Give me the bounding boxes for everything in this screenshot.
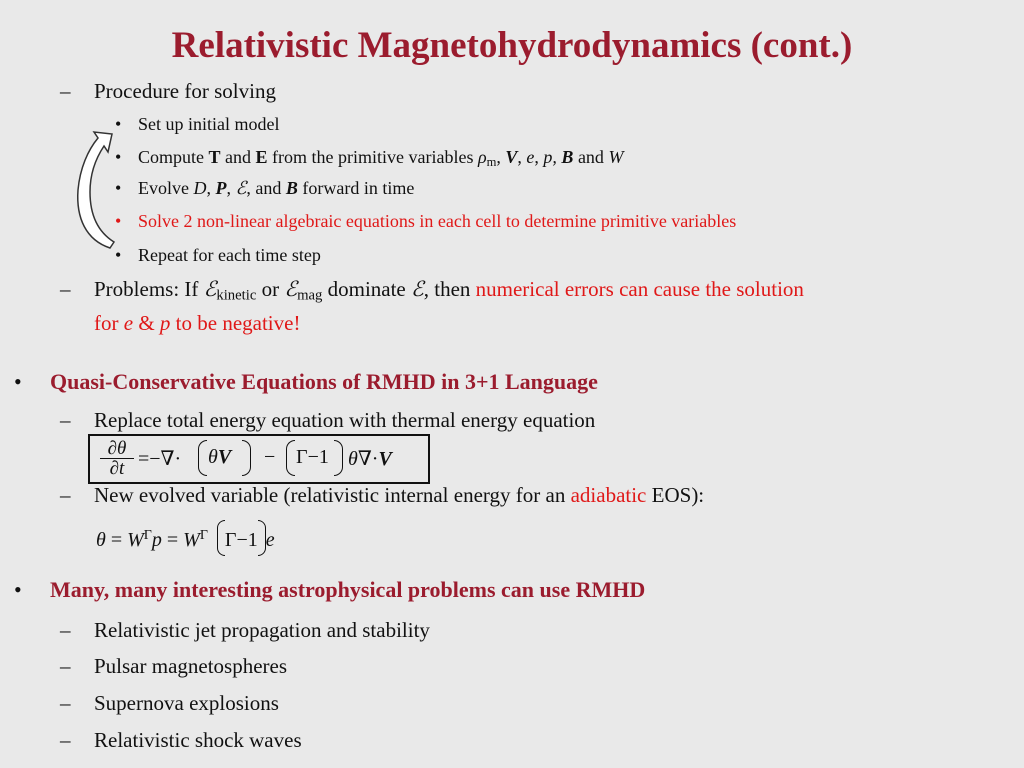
bullet-marker: •	[14, 369, 22, 394]
eq-lhs: =−∇·	[138, 448, 182, 470]
internal-energy-equation: $\theta = W^\Gamma p = W^\Gamma$ Γ−1 e	[96, 520, 275, 556]
procedure-label: Procedure for solving	[94, 79, 276, 103]
list-item: Relativistic jet propagation and stability	[94, 618, 430, 642]
step-setup: Set up initial model	[138, 114, 280, 134]
bullet-marker: •	[115, 211, 122, 231]
thermal-energy-equation	[88, 434, 430, 484]
step-solve: Solve 2 non-linear algebraic equations in each cell to determine primitive variables	[138, 211, 737, 231]
dash-marker: –	[60, 728, 71, 752]
bullet-marker: •	[115, 178, 122, 198]
step-compute: Compute T and E from the primitive variables $\rho_m$, V, e, p, B and W	[138, 147, 624, 170]
loop-arrow-icon	[68, 128, 118, 250]
dash-marker: –	[60, 654, 71, 678]
paren-left	[198, 440, 207, 476]
problems-text-cont: for e & p to be negative!	[94, 311, 301, 335]
bullet-marker: •	[115, 147, 122, 167]
fraction: $\frac{\partial\theta}{\partial t}$	[100, 439, 134, 478]
dash-marker: –	[60, 691, 71, 715]
bullet-marker: •	[115, 114, 122, 134]
dash-marker: –	[60, 618, 71, 642]
step-evolve: Evolve D, P, ℰ, and B forward in time	[138, 178, 415, 198]
list-item: Relativistic shock waves	[94, 728, 302, 752]
heading-quasi-conservative: Quasi-Conservative Equations of RMHD in 3+1 Language	[50, 369, 598, 394]
paren-right	[242, 440, 251, 476]
dash-marker: –	[60, 79, 71, 103]
heading-astrophysical: Many, many interesting astrophysical problems can use RMHD	[50, 577, 646, 602]
eq-gamma: Γ−1	[296, 446, 329, 468]
step-repeat: Repeat for each time step	[138, 245, 321, 265]
eq-term2: θ∇·V	[348, 448, 392, 470]
paren-right	[334, 440, 343, 476]
paren-left	[286, 440, 295, 476]
list-item: Supernova explosions	[94, 691, 279, 715]
list-item: Pulsar magnetospheres	[94, 654, 288, 678]
bullet-marker: •	[115, 245, 122, 265]
new-variable-text: New evolved variable (relativistic internal energy for an adiabatic EOS):	[94, 483, 705, 507]
dash-marker: –	[60, 408, 71, 432]
slide-title: Relativistic Magnetohydrodynamics (cont.)	[171, 25, 853, 66]
replace-energy-text: Replace total energy equation with thermal energy equation	[94, 408, 596, 432]
dash-marker: –	[60, 277, 71, 301]
bullet-marker: •	[14, 577, 22, 602]
eq-minus: −	[264, 446, 276, 468]
eq-term1: θV	[208, 446, 232, 468]
dash-marker: –	[60, 483, 71, 507]
problems-text: Problems: If ℰ$_{kinetic}$ or ℰ$_{mag}$ dominate ℰ, then numerical errors can cause the solution	[94, 277, 804, 304]
